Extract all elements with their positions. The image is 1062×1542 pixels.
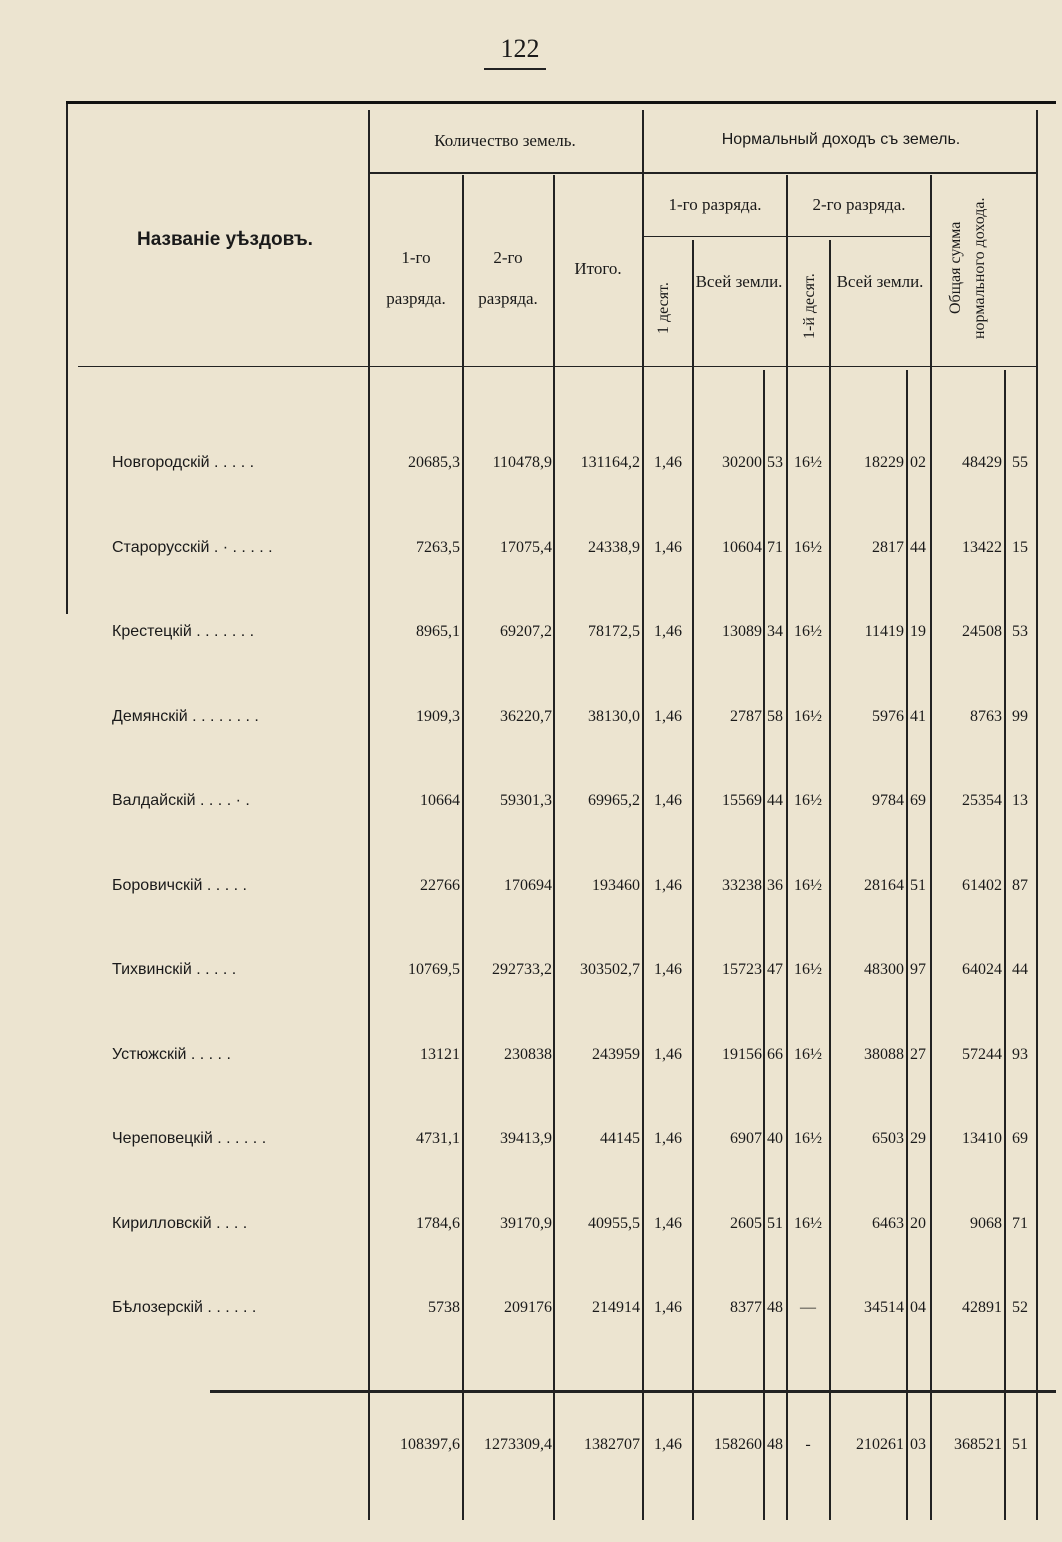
whole2-kop: 27 [910,1045,926,1063]
totals-rule [210,1390,1056,1393]
land-cat1: 13121 [420,1045,460,1063]
rate1: 1,46 [654,876,682,894]
rate2: — [800,1299,816,1316]
rate1: 1,46 [654,961,682,978]
whole2: 38088 [864,1045,904,1063]
district-name: Валдайскій . . . . · . [112,792,250,809]
rate1: 1,46 [654,1214,682,1232]
whole2: 34514 [864,1299,904,1316]
land-total: 44145 [600,1130,640,1147]
land-cat1: 22766 [420,876,460,894]
rate2: 16½ [794,538,822,556]
land-cat1: 8965,1 [416,623,460,640]
whole2: 48300 [864,961,904,978]
whole2: 2817 [872,538,904,556]
sum: 57244 [962,1045,1002,1063]
whole2: 9784 [872,792,904,809]
whole2-kop: 97 [910,961,926,978]
whole1: 13089 [722,623,762,640]
land-cat1: 10769,5 [408,961,460,978]
land-cat1: 5738 [428,1299,460,1316]
district-name: Тихвинскій . . . . . [112,961,237,978]
total-land-cat1: 108397,6 [400,1436,460,1453]
whole2-kop: 20 [910,1214,926,1232]
land-total: 243959 [592,1045,640,1063]
whole2-kop: 29 [910,1130,926,1147]
total-sum: 368521 [954,1436,1002,1453]
sum-kop: 44 [1012,961,1028,978]
whole1-kop: 47 [767,961,783,978]
header-whole-land-1: Всей земли. [695,272,783,291]
whole2: 28164 [864,876,904,894]
header-total-income: Общая сумма нормального дохода. [947,197,988,339]
rate2: 16½ [794,961,822,978]
sum-kop: 69 [1012,1130,1028,1147]
rate1: 1,46 [654,1045,682,1063]
land-total: 131164,2 [580,454,640,471]
land-cat2: 36220,7 [500,707,552,725]
sum: 8763 [970,707,1002,725]
header-sub-rule [368,172,1036,174]
rate1: 1,46 [654,707,682,725]
rate1: 1,46 [654,623,682,640]
land-cat1: 20685,3 [408,454,460,471]
land-cat1: 7263,5 [416,538,460,556]
rate2: 16½ [794,623,822,640]
land-cat2: 69207,2 [500,623,552,640]
whole2: 6503 [872,1130,904,1147]
whole1: 33238 [722,876,762,894]
total-rate1: 1,46 [654,1436,682,1453]
land-cat1: 4731,1 [416,1130,460,1147]
land-total: 214914 [592,1299,640,1316]
table-row [0,539,1062,569]
land-cat2: 209176 [504,1299,552,1316]
land-total: 69965,2 [588,792,640,809]
rate2: 16½ [794,1130,822,1147]
whole2-kop: 51 [910,876,926,894]
land-total: 38130,0 [588,707,640,725]
sum-kop: 55 [1012,454,1028,471]
whole1: 2787 [730,707,762,725]
table-row [0,623,1062,653]
sum: 9068 [970,1214,1002,1232]
land-cat1: 1909,3 [416,707,460,725]
table-row [0,1215,1062,1245]
whole1-kop: 51 [767,1214,783,1232]
whole1-kop: 66 [767,1045,783,1063]
whole2: 18229 [864,454,904,471]
land-total: 24338,9 [588,538,640,556]
header-income-cat1: 1-го разряда. [668,195,762,214]
sum-kop: 52 [1012,1299,1028,1316]
table-left-border [66,104,68,614]
whole1: 6907 [730,1130,762,1147]
whole1: 2605 [730,1214,762,1232]
rate2: 16½ [794,1045,822,1063]
total-sum-kop: 51 [1012,1436,1028,1453]
district-name: Новгородскій . . . . . [112,454,255,471]
header-whole-land-2: Всей земли. [836,272,924,291]
sum-kop: 93 [1012,1045,1028,1063]
whole2: 5976 [872,707,904,725]
header-normal-income: Нормальный доходъ съ земель. [721,131,961,148]
land-cat2: 230838 [504,1045,552,1063]
land-total: 303502,7 [580,961,640,978]
whole2: 11419 [864,623,904,640]
whole1: 19156 [722,1045,762,1063]
district-name: Демянскій . . . . . . . . [112,707,259,725]
sum: 42891 [962,1299,1002,1316]
page-number: 122 [500,34,540,63]
sum: 64024 [962,961,1002,978]
whole1: 10604 [722,538,762,556]
land-total: 78172,5 [588,623,640,640]
header-income-cat2: 2-го разряда. [812,195,906,214]
land-cat2: 39170,9 [500,1214,552,1232]
land-cat2: 59301,3 [500,792,552,809]
table-row [0,1046,1062,1076]
header-bottom-rule [78,366,1038,367]
rate1: 1,46 [654,1130,682,1147]
header-district-name: Названіе уѣздовъ. [137,229,313,250]
land-cat2: 39413,9 [500,1130,552,1147]
district-name: Крестецкій . . . . . . . [112,623,255,640]
sum: 25354 [962,792,1002,809]
land-cat2: 17075,4 [500,538,552,556]
page-number-underline [484,68,546,70]
sum: 48429 [962,454,1002,471]
land-cat1: 10664 [420,792,460,809]
rate2: 16½ [794,707,822,725]
table-row [0,708,1062,738]
table-top-rule [66,101,1056,104]
district-name: Старорусскій . · . . . . . [112,538,273,556]
whole1-kop: 53 [767,454,783,471]
table-row [0,454,1062,484]
land-cat2: 110478,9 [492,454,552,471]
land-total: 193460 [592,876,640,894]
sum: 61402 [962,876,1002,894]
land-cat1: 1784,6 [416,1214,460,1232]
whole2-kop: 44 [910,538,926,556]
whole1: 15723 [722,961,762,978]
whole1-kop: 71 [767,538,783,556]
whole2-kop: 02 [910,454,926,471]
total-rate2: - [805,1436,811,1453]
sum-kop: 71 [1012,1214,1028,1232]
rate1: 1,46 [654,454,682,471]
header-income-rule [642,236,930,237]
sum-kop: 53 [1012,623,1028,640]
totals-row [0,1436,1062,1466]
rate2: 16½ [794,454,822,471]
whole2-kop: 04 [910,1299,926,1316]
sum: 24508 [962,623,1002,640]
sum: 13422 [962,538,1002,556]
total-whole2: 210261 [856,1436,904,1453]
table-row [0,961,1062,991]
sum: 13410 [962,1130,1002,1147]
total-whole2-kop: 03 [910,1436,926,1453]
sum-kop: 13 [1012,792,1028,809]
district-name: Бѣлозерскій . . . . . . [112,1299,257,1316]
table-row [0,877,1062,907]
whole1-kop: 40 [767,1130,783,1147]
table-row [0,1299,1062,1329]
district-name: Череповецкій . . . . . . [112,1130,267,1147]
whole1-kop: 36 [767,876,783,894]
rate2: 16½ [794,876,822,894]
district-name: Боровичскій . . . . . [112,876,247,894]
total-whole1-kop: 48 [767,1436,783,1453]
header-land-cat1: 1-го разряда. [386,248,446,308]
rate2: 16½ [794,1214,822,1232]
total-land-cat2: 1273309,4 [484,1436,552,1453]
rate1: 1,46 [654,1299,682,1316]
sum-kop: 15 [1012,538,1028,556]
header-per-desyatina-1: 1 десят. [655,282,672,334]
header-land-cat2: 2-го разряда. [478,248,538,308]
table-row [0,792,1062,822]
whole1: 15569 [722,792,762,809]
whole2-kop: 69 [910,792,926,809]
total-whole1: 158260 [714,1436,762,1453]
whole1-kop: 34 [767,623,783,640]
whole2-kop: 19 [910,623,926,640]
whole1: 30200 [722,454,762,471]
whole2-kop: 41 [910,707,926,725]
district-name: Устюжскій . . . . . [112,1045,231,1063]
whole1-kop: 44 [767,792,783,809]
rate1: 1,46 [654,792,682,809]
whole2: 6463 [872,1214,904,1232]
table-row [0,1130,1062,1160]
header-land-total: Итого. [574,259,622,278]
header-land-quantity: Количество земель. [434,131,576,150]
whole1: 8377 [730,1299,762,1316]
sum-kop: 87 [1012,876,1028,894]
whole1-kop: 58 [767,707,783,725]
sum-kop: 99 [1012,707,1028,725]
land-total: 40955,5 [588,1214,640,1232]
rate2: 16½ [794,792,822,809]
rate1: 1,46 [654,538,682,556]
header-per-desyatina-2: 1-й десят. [801,273,818,339]
land-cat2: 170694 [504,876,552,894]
land-cat2: 292733,2 [492,961,552,978]
district-name: Кирилловскій . . . . [112,1214,248,1232]
whole1-kop: 48 [767,1299,783,1316]
total-land-total: 1382707 [584,1436,640,1453]
